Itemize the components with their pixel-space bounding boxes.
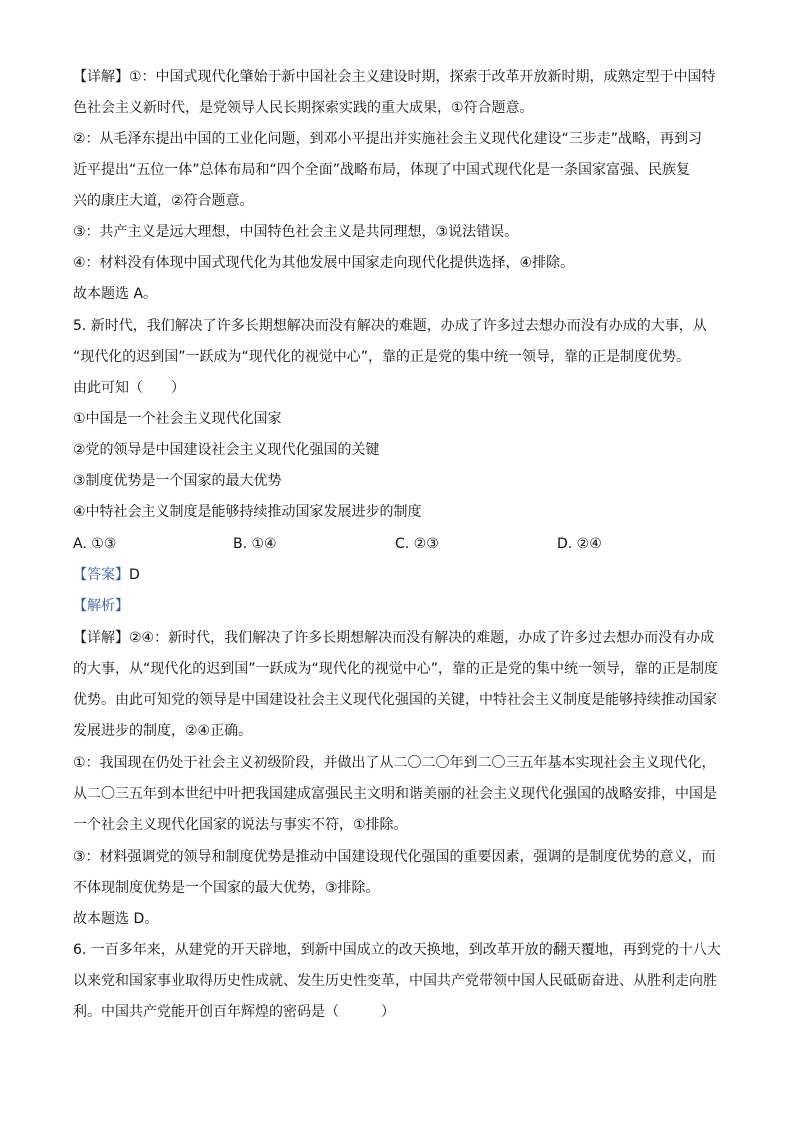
detail-line: 不体现制度优势是一个国家的最大优势，③排除。 <box>73 880 380 896</box>
text-line: 兴的康庄大道，②符合题意。 <box>73 193 254 209</box>
option-c: C. ②③ <box>395 536 439 552</box>
text-line: ④：材料没有体现中国式现代化为其他发展中国家走向现代化提供选择，④排除。 <box>73 255 575 271</box>
text-line: ③：共产主义是远大理想，中国特色社会主义是共同理想，③说法错误。 <box>73 224 519 240</box>
answer-line <box>73 565 140 585</box>
question-stem-line: 5. 新时代，我们解决了许多长期想解决而没有解决的难题，办成了许多过去想办而没有办成的大事，从 <box>73 318 707 334</box>
detail-line: 发展进步的制度，②④正确。 <box>73 723 253 739</box>
question-stem-line: 以来党和国家事业取得历史性成就、发生历史性变革，中国共产党带领中国人民砥砺奋进、从胜利走向胜 <box>73 973 717 989</box>
detail-line: ①：我国现在仍处于社会主义初级阶段，并做出了从二〇二〇年到二〇三五年基本实现社会主义现代化， <box>73 755 716 771</box>
question-stem-line: “现代化的迟到国”一跃成为“现代化的视觉中心”，靠的正是党的集中统一领导，靠的正是制度优势。 <box>73 349 691 365</box>
text-line: 【详解】①：中国式现代化肇始于新中国社会主义建设时期，探索于改革开放新时期，成熟定型于中国特 <box>73 69 716 85</box>
statement-4: ④中特社会主义制度是能够持续推动国家发展进步的制度 <box>73 504 422 520</box>
question-stem-line: 利。中国共产党能开创百年辉煌的密码是（ ） <box>73 1004 395 1020</box>
detail-line: 一个社会主义现代化国家的说法与事实不符，①排除。 <box>73 817 408 833</box>
detail-line: 优势。由此可知党的领导是中国建设社会主义现代化强国的关键，中特社会主义制度是能够持续推动国家 <box>73 692 717 708</box>
question-stem-line: 由此可知（ ） <box>73 380 185 396</box>
question-stem-line: 6. 一百多年来，从建党的开天辟地，到新中国成立的改天换地，到改革开放的翻天覆地，再到党的十八大 <box>73 942 721 958</box>
answer-label: 【答案】 <box>73 567 129 583</box>
analysis-label <box>73 596 129 616</box>
statement-3: ③制度优势是一个国家的最大优势 <box>73 473 282 489</box>
text-line: ②：从毛泽东提出中国的工业化问题，到邓小平提出并实施社会主义现代化建设“三步走”战略，再到习 <box>73 131 703 147</box>
text-line: 近平提出“五位一体”总体布局和“四个全面”战略布局，体现了中国式现代化是一条国家富强、民族复 <box>73 162 691 178</box>
option-a: A. ①③ <box>73 536 117 552</box>
final-answer-line: 故本题选 D。 <box>73 911 159 927</box>
detail-line: 【详解】②④：新时代，我们解决了许多长期想解决而没有解决的难题，办成了许多过去想办而没有办成 <box>73 630 715 646</box>
option-d: D. ②④ <box>557 536 602 552</box>
text-line: 色社会主义新时代，是党领导人民长期探索实践的重大成果，①符合题意。 <box>73 100 534 116</box>
option-b: B. ①④ <box>233 536 277 552</box>
statement-1: ①中国是一个社会主义现代化国家 <box>73 411 282 427</box>
analysis-label-text: 【解析】 <box>73 598 129 614</box>
final-answer-line: 故本题选 A。 <box>73 286 158 302</box>
answer-value: D <box>129 567 140 583</box>
statement-2: ②党的领导是中国建设社会主义现代化强国的关键 <box>73 442 380 458</box>
detail-line: 从二〇三五年到本世纪中叶把我国建成富强民主文明和谐美丽的社会主义现代化强国的战略安排，中国是 <box>73 786 717 802</box>
detail-line: ③：材料强调党的领导和制度优势是推动中国建设现代化强国的重要因素，强调的是制度优势的意义，而 <box>73 849 716 865</box>
detail-line: 的大事，从“现代化的迟到国”一跃成为“现代化的视觉中心”，靠的正是党的集中统一领导，靠的正是制度 <box>73 661 719 677</box>
